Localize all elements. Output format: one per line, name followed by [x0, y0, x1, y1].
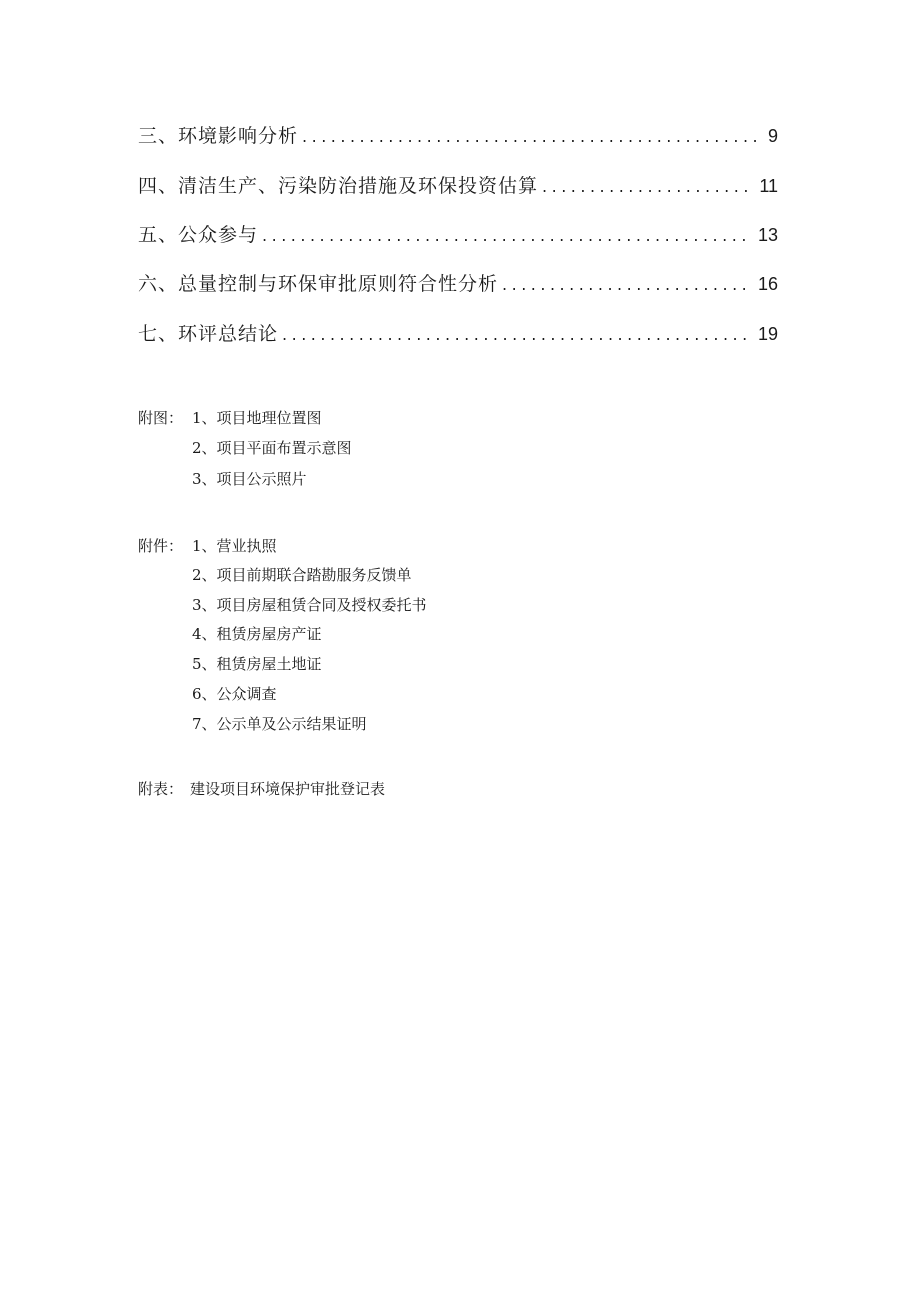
toc-dot-leader: [502, 270, 752, 300]
toc-dot-leader: [542, 172, 753, 202]
toc-entry-title: 六、总量控制与环保审批原则符合性分析: [138, 273, 499, 295]
toc-page-number: 13: [757, 225, 778, 245]
toc-entry[interactable]: [138, 171, 778, 201]
attachment-item: 3、项目房屋租赁合同及授权委托书: [192, 596, 427, 614]
table-item: 建设项目环境保护审批登记表: [190, 780, 386, 798]
toc-entry-title: 五、公众参与: [138, 224, 259, 246]
toc-dot-leader: [262, 221, 752, 251]
toc-entry[interactable]: [138, 220, 778, 250]
toc-page-number: 11: [759, 176, 778, 196]
toc-dot-leader: [282, 320, 752, 350]
figure-item: 3、项目公示照片: [192, 470, 307, 488]
figure-item: 2、项目平面布置示意图: [192, 439, 352, 457]
toc-entry[interactable]: [138, 269, 778, 299]
toc-entry[interactable]: [138, 319, 778, 349]
toc-entry[interactable]: [138, 121, 778, 151]
toc-page-number: 19: [757, 324, 778, 344]
attachment-item: 6、公众调查: [192, 685, 277, 703]
toc-page-number: 9: [767, 126, 778, 146]
toc-entry-title: 三、环境影响分析: [138, 125, 299, 147]
attachment-item: 4、租赁房屋房产证: [192, 625, 322, 643]
tables-label: 附表：: [138, 780, 184, 798]
figures-label: 附图：: [138, 409, 184, 427]
toc-page-number: 16: [757, 274, 778, 294]
figure-item: 1、项目地理位置图: [192, 409, 322, 427]
attachment-item: 2、项目前期联合踏勘服务反馈单: [192, 566, 412, 584]
toc-entry-title: 七、环评总结论: [138, 323, 279, 345]
attachment-item: 5、租赁房屋土地证: [192, 655, 322, 673]
attachments-label: 附件：: [138, 537, 184, 555]
toc-entry-title: 四、清洁生产、污染防治措施及环保投资估算: [138, 175, 539, 197]
toc-dot-leader: [302, 122, 762, 152]
attachment-item: 1、营业执照: [192, 537, 277, 555]
attachment-item: 7、公示单及公示结果证明: [192, 715, 367, 733]
